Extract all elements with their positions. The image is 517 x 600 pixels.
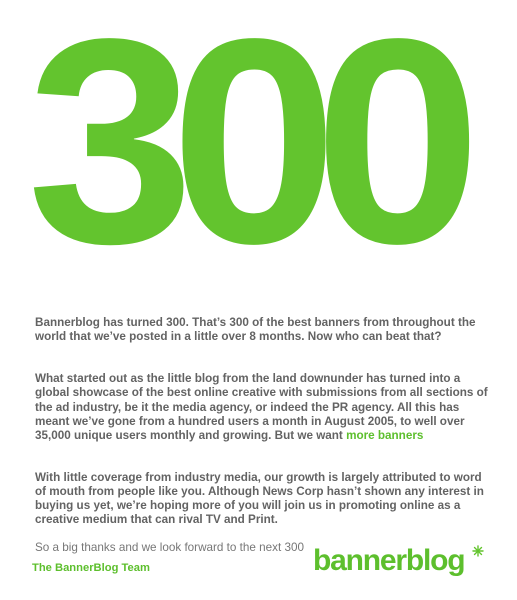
- paragraph-intro: [35, 302, 490, 344]
- logo-wordmark: bannerblog: [313, 544, 465, 577]
- message-body: [35, 302, 490, 569]
- hero-number: 300: [27, 0, 458, 304]
- bannerblog-logo: [313, 541, 485, 585]
- closing-line: So a big thanks and we look forward to the next 300: [35, 541, 304, 555]
- paragraph-word-of-mouth: [35, 457, 490, 527]
- team-signoff: The BannerBlog Team: [32, 562, 150, 574]
- more-banners-link[interactable]: more banners: [346, 428, 424, 442]
- sparkle-icon: [472, 545, 484, 557]
- paragraph-growth: [35, 358, 490, 443]
- paragraph-growth-text: What started out as the little blog from the land downunder has turned into a global showcase of the best online creative with submissions from all sections of the ad industry, be it the media agency, or indeed the PR agency. All this has meant we’ve gone from a hundred users a month in August 2005, to well over 35,000 unique users monthly and growing. But we want: [35, 372, 488, 442]
- paragraph-word-of-mouth-text: With little coverage from industry media, our growth is largely attributed to word of mouth from people like you. Although News Corp hasn’t shown any interest in buying us yet, we’re hoping more of you will join us in promoting online as a creative medium that can rival TV and Print.: [35, 470, 484, 527]
- paragraph-intro-text: Bannerblog has turned 300. That’s 300 of the best banners from throughout the world that we’ve posted in a little over 8 months. Now who can beat that?: [35, 316, 476, 344]
